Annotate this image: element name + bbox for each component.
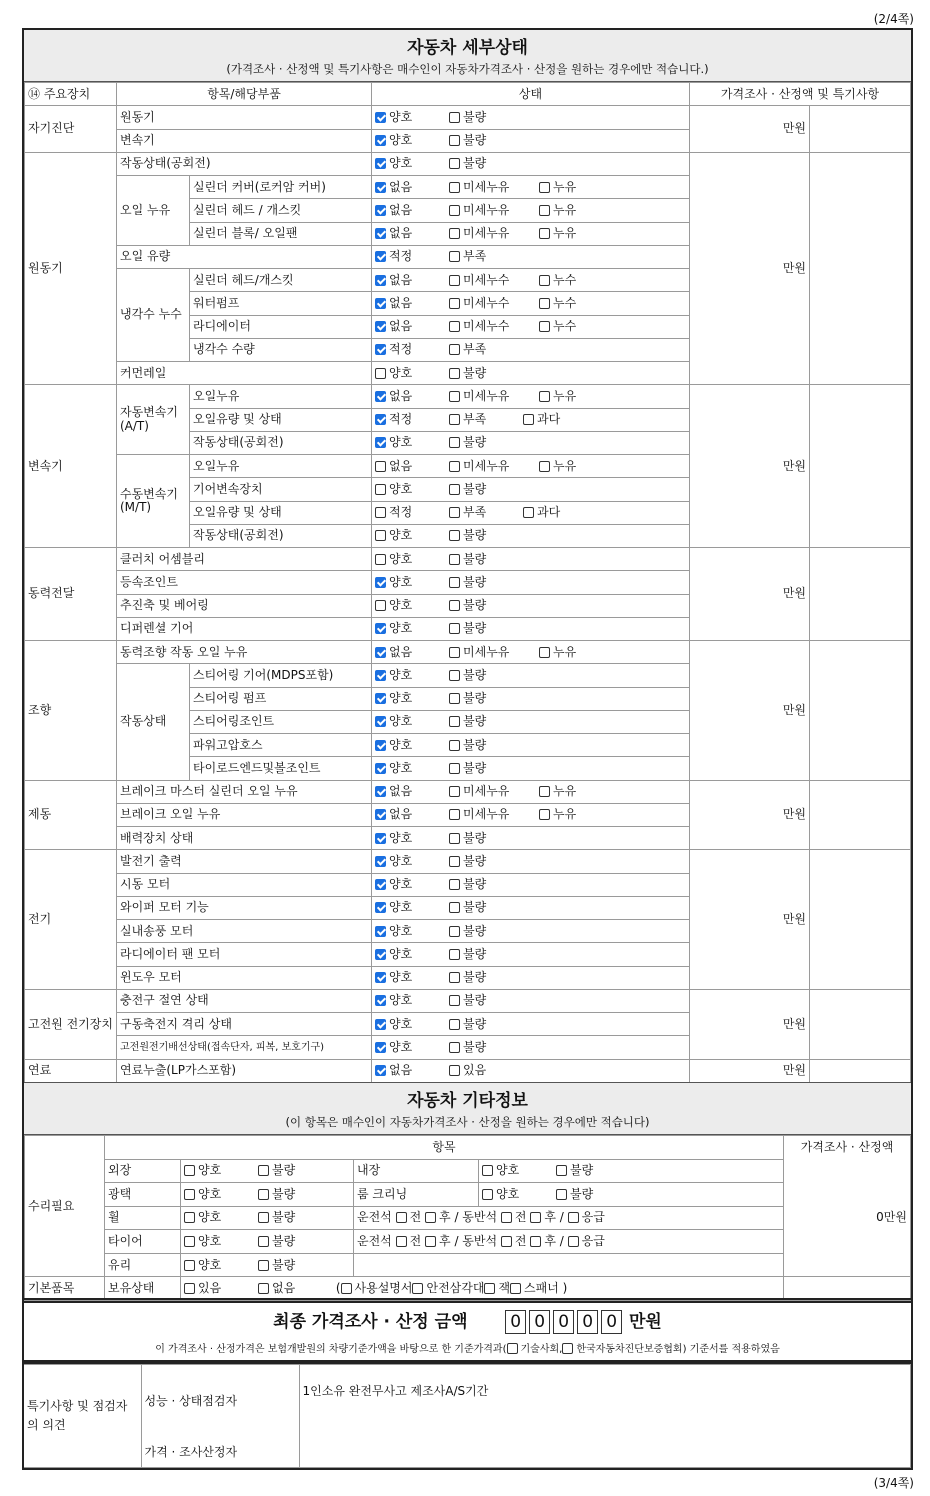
checkbox[interactable] — [449, 647, 460, 658]
item-label: 실린더 헤드 / 개스킷 — [190, 199, 372, 222]
checkbox[interactable] — [375, 368, 386, 379]
sub-operation: 작동상태 — [117, 664, 190, 780]
item-label: 오일 유량 — [117, 245, 372, 268]
checkbox-checked[interactable] — [375, 1019, 386, 1030]
basic-items-label: 기본품목 — [25, 1277, 105, 1301]
checkbox[interactable] — [184, 1212, 195, 1223]
checkbox-checked[interactable] — [375, 833, 386, 844]
item-label: 와이퍼 모터 기능 — [117, 896, 372, 919]
checkbox[interactable] — [258, 1283, 269, 1294]
checkbox[interactable] — [562, 1343, 573, 1354]
item-label: 클러치 어셈블리 — [117, 548, 372, 571]
sub-coolant-leak: 냉각수 누수 — [117, 269, 190, 362]
checkbox-checked[interactable] — [375, 1042, 386, 1053]
remark-cell[interactable] — [810, 850, 911, 990]
checkbox[interactable] — [482, 1165, 493, 1176]
remark-cell[interactable] — [810, 989, 911, 1059]
cat-self-diagnosis: 자기진단 — [25, 106, 117, 153]
checkbox[interactable] — [530, 1236, 541, 1247]
checkbox[interactable] — [449, 414, 460, 425]
inspector-note[interactable]: 1인소유 완전무사고 제조사A/S기간 — [299, 1365, 911, 1438]
checkbox[interactable] — [341, 1283, 352, 1294]
item-tire: 타이어 — [105, 1230, 181, 1254]
sub-manual: 수동변속기 (M/T) — [117, 455, 190, 548]
cat-engine: 원동기 — [25, 152, 117, 385]
item-label: 작동상태(공회전) — [117, 152, 372, 175]
price-unit: 만원 — [690, 106, 810, 153]
checkbox-checked[interactable] — [375, 949, 386, 960]
checkbox[interactable] — [449, 344, 460, 355]
item-label: 스티어링조인트 — [190, 710, 372, 733]
detail-col-header — [25, 83, 911, 106]
checkbox-checked[interactable] — [375, 275, 386, 286]
basic-items-options: 있음 없음 ( 사용설명서 안전삼각대 잭 스패너 ) — [181, 1277, 784, 1301]
cat-electric: 전기 — [25, 850, 117, 990]
checkbox[interactable] — [449, 1019, 460, 1030]
checkbox[interactable] — [375, 600, 386, 611]
checkbox[interactable] — [501, 1212, 512, 1223]
checkbox[interactable] — [539, 228, 550, 239]
checkbox-checked[interactable] — [375, 251, 386, 262]
checkbox[interactable] — [449, 554, 460, 565]
price-unit: 만원 — [690, 780, 810, 850]
cat-fuel: 연료 — [25, 1059, 117, 1083]
remark-cell[interactable] — [810, 106, 911, 153]
item-label: 실린더 커버(로커암 커버) — [190, 176, 372, 199]
checkbox[interactable] — [449, 530, 460, 541]
checkbox[interactable] — [375, 484, 386, 495]
checkbox[interactable] — [184, 1189, 195, 1200]
item-label: 브레이크 오일 누유 — [117, 803, 372, 826]
item-label: 작동상태(공회전) — [190, 524, 372, 547]
remark-cell[interactable] — [810, 385, 911, 548]
checkbox[interactable] — [449, 228, 460, 239]
other-title: 자동차 기타정보 — [407, 1091, 528, 1111]
checkbox-checked[interactable] — [375, 182, 386, 193]
checkbox[interactable] — [449, 716, 460, 727]
checkbox[interactable] — [449, 1042, 460, 1053]
cat-brake: 제동 — [25, 780, 117, 850]
item-label: 원동기 — [117, 106, 372, 129]
checkbox[interactable] — [556, 1165, 567, 1176]
checkbox[interactable] — [449, 1065, 460, 1076]
checkbox[interactable] — [449, 926, 460, 937]
item-label: 배력장치 상태 — [117, 827, 372, 850]
checkbox[interactable] — [539, 461, 550, 472]
checkbox[interactable] — [184, 1236, 195, 1247]
checkbox[interactable] — [449, 182, 460, 193]
price-digit[interactable]: 0 — [553, 1310, 574, 1334]
item-label: 충전구 절연 상태 — [117, 989, 372, 1012]
item-label: 실린더 헤드/개스킷 — [190, 269, 372, 292]
checkbox-checked[interactable] — [375, 786, 386, 797]
price-digit[interactable]: 0 — [505, 1310, 526, 1334]
checkbox[interactable] — [375, 507, 386, 518]
remark-cell[interactable] — [810, 641, 911, 781]
checkbox-checked[interactable] — [375, 344, 386, 355]
detail-title: 자동차 세부상태 — [407, 38, 528, 58]
checkbox[interactable] — [523, 507, 534, 518]
checkbox-checked[interactable] — [375, 809, 386, 820]
checkbox[interactable] — [539, 205, 550, 216]
checkbox-checked[interactable] — [375, 298, 386, 309]
checkbox[interactable] — [484, 1283, 495, 1294]
checkbox[interactable] — [556, 1189, 567, 1200]
other-col-price: 가격조사 · 산정액 — [784, 1136, 911, 1160]
final-price-label: 최종 가격조사 · 산정 금액 — [273, 1312, 468, 1332]
item-label: 스티어링 기어(MDPS포함) — [190, 664, 372, 687]
item-label: 오일유량 및 상태 — [190, 501, 372, 524]
keep-status-label: 보유상태 — [105, 1277, 181, 1301]
item-label: 오일유량 및 상태 — [190, 408, 372, 431]
item-label: 변속기 — [117, 129, 372, 152]
other-table: 수리필요 항목 가격조사 · 산정액 외장 양호 불량 내장 양호 불량 0만원 광택 양호 불량 룸 크리닝 양호 불량 휠 양호 불량 운전석 전 후 / 동반석 전 후 / 응급 타이어 양호 불량 운전석 전 후 / 동반석 전 후 / 응급 유리 양호 불량 기본품목 보유상태 있음 없음 ( 사용설명서 안전삼각대 잭 스패너 ) — [24, 1135, 911, 1301]
checkbox-checked[interactable] — [375, 112, 386, 123]
item-label: 오일누유 — [190, 455, 372, 478]
checkbox[interactable] — [449, 112, 460, 123]
detail-status-section — [22, 28, 913, 1085]
item-label: 커먼레일 — [117, 362, 372, 385]
price-unit: 만원 — [690, 548, 810, 641]
checkbox[interactable] — [539, 298, 550, 309]
checkbox[interactable] — [449, 158, 460, 169]
checkbox-checked[interactable] — [375, 972, 386, 983]
checkbox-checked[interactable] — [375, 391, 386, 402]
checkbox[interactable] — [539, 391, 550, 402]
checkbox-checked[interactable] — [375, 321, 386, 332]
item-label: 라디에이터 팬 모터 — [117, 943, 372, 966]
price-unit: 만원 — [690, 385, 810, 548]
final-price-note: 이 가격조사 · 산정가격은 보험개발원의 차량기준가액을 바탕으로 한 기준가격과( 기술사회, 한국자동차진단보증협회) 기준서를 적용하였음 — [155, 1344, 780, 1355]
detail-subtitle: (가격조사 · 산정액 및 특기사항은 매수인이 자동차가격조사 · 산정을 원하는 경우에만 적습니다.) — [226, 62, 709, 76]
checkbox[interactable] — [568, 1236, 579, 1247]
checkbox[interactable] — [449, 670, 460, 681]
checkbox[interactable] — [449, 740, 460, 751]
other-header — [24, 1082, 911, 1135]
checkbox[interactable] — [539, 275, 550, 286]
other-price: 0만원 — [784, 1159, 911, 1277]
col-item: 항목/해당부품 — [117, 83, 372, 106]
checkbox[interactable] — [449, 484, 460, 495]
item-label: 고전원전기배선상태(접속단자, 피복, 보호기구) — [117, 1036, 372, 1059]
price-unit: 만원 — [690, 641, 810, 781]
item-label: 실내송풍 모터 — [117, 920, 372, 943]
checkbox[interactable] — [258, 1212, 269, 1223]
price-unit: 만원 — [690, 152, 810, 385]
remarks-label: 특기사항 및 점검자의 의견 — [24, 1365, 141, 1468]
appraiser-note[interactable] — [299, 1438, 911, 1468]
checkbox[interactable] — [539, 809, 550, 820]
remarks-table — [24, 1364, 911, 1468]
price-unit: 만원 — [690, 1059, 810, 1083]
checkbox-checked[interactable] — [375, 228, 386, 239]
item-gloss: 광택 — [105, 1183, 181, 1207]
checkbox[interactable] — [449, 786, 460, 797]
item-label: 라디에이터 — [190, 315, 372, 338]
detail-header — [24, 30, 911, 82]
checkbox[interactable] — [449, 763, 460, 774]
state-cell: 양호 불량 — [372, 106, 690, 129]
checkbox[interactable] — [449, 600, 460, 611]
checkbox[interactable] — [539, 786, 550, 797]
checkbox[interactable] — [449, 368, 460, 379]
checkbox[interactable] — [396, 1212, 407, 1223]
checkbox[interactable] — [449, 623, 460, 634]
item-label: 타이로드엔드및볼조인트 — [190, 757, 372, 780]
checkbox[interactable] — [258, 1236, 269, 1247]
checkbox[interactable] — [375, 554, 386, 565]
price-digit[interactable]: 0 — [577, 1310, 598, 1334]
checkbox[interactable] — [482, 1189, 493, 1200]
repair-label: 수리필요 — [25, 1136, 105, 1277]
item-room-cleaning: 룸 크리닝 — [354, 1183, 479, 1207]
item-label: 추진축 및 베어링 — [117, 594, 372, 617]
checkbox-checked[interactable] — [375, 693, 386, 704]
item-label: 오일누유 — [190, 385, 372, 408]
item-label: 연료누출(LP가스포함) — [117, 1059, 372, 1083]
checkbox[interactable] — [449, 809, 460, 820]
final-price-section — [22, 1298, 913, 1362]
page-number-top: (2/4쪽) — [873, 12, 914, 26]
checkbox-checked[interactable] — [375, 414, 386, 425]
checkbox[interactable] — [258, 1165, 269, 1176]
checkbox[interactable] — [425, 1212, 436, 1223]
item-glass: 유리 — [105, 1253, 181, 1277]
checkbox[interactable] — [449, 833, 460, 844]
other-col-item: 항목 — [105, 1136, 784, 1160]
checkbox[interactable] — [375, 461, 386, 472]
checkbox[interactable] — [425, 1236, 436, 1247]
other-info-section — [22, 1082, 913, 1303]
item-label: 구동축전지 격리 상태 — [117, 1013, 372, 1036]
price-digit[interactable]: 0 — [529, 1310, 550, 1334]
checkbox[interactable] — [523, 414, 534, 425]
checkbox[interactable] — [449, 972, 460, 983]
item-exterior: 외장 — [105, 1159, 181, 1183]
checkbox-checked[interactable] — [375, 623, 386, 634]
sub-oil-leak: 오일 누유 — [117, 176, 190, 246]
checkbox-checked[interactable] — [375, 716, 386, 727]
checkbox[interactable] — [449, 995, 460, 1006]
checkbox-checked[interactable] — [375, 740, 386, 751]
checkbox-checked[interactable] — [375, 577, 386, 588]
checkbox-checked[interactable] — [375, 158, 386, 169]
item-label: 동력조향 작동 오일 누유 — [117, 641, 372, 664]
item-wheel: 휠 — [105, 1206, 181, 1230]
item-label: 기어변속장치 — [190, 478, 372, 501]
checkbox[interactable] — [539, 321, 550, 332]
checkbox[interactable] — [184, 1283, 195, 1294]
checkbox-checked[interactable] — [375, 763, 386, 774]
checkbox[interactable] — [539, 182, 550, 193]
checkbox[interactable] — [449, 577, 460, 588]
price-digit[interactable]: 0 — [601, 1310, 622, 1334]
detail-table: ⑭ 주요장치 항목/해당부품 상태 가격조사 · 산정액 및 특기사항 자기진단 원동기 양호 불량 만원 변속기 양호 불량 원동기 작동상태(공회전) 양호 불량 만원 오일 누유 실린더 커버(로커암 커버) 없음 미세누유 누유 실린더 헤드 / 개스킷 없음 미세누유 누유 실린더 블록/ 오일팬 없음 미세누유 누유 오일 유량 적정 부족 냉각수 누수 실린더 헤드/개스킷 없음 미세누수 누수 워터펌프 없음 미세누수 누수 라디에이터 없음 미세누수 누수 냉각수 수량 적정 부족 커먼레일 양호 불량 변속기 자동변속기 (A/T) 오일누유 없음 미세누유 누유 만원 오일유량 및 상태 적정 부족 과다 작동상태(공회전) 양호 불량 수동변속기 (M/T) 오일누유 없음 미세누유 누유 기어변속장치 양호 불량 오일유량 및 상태 적정 부족 과다 작동상태(공회전) 양호 불량 동력전달 클러치 어셈블리 양호 불량 만원 등속조인트 양호 불량 추진축 및 베어링 양호 불량 디퍼렌셜 기어 양호 불량 조향 동력조향 작동 오일 누유 없음 미세누유 누유 만원 작동상태 스티어링 기어(MDPS포함) 양호 불량 스티어링 펌프 양호 불량 스티어링조인트 양호 불량 파워고압호스 양호 불량 타이로드엔드및볼조인트 양호 불량 제동 브레이크 마스터 실린더 오일 누유 없음 미세누유 누유 만원 브레이크 오일 누유 없음 미세누유 누유 배력장치 상태 양호 불량 전기 발전기 출력 양호 불량 만원 시동 모터 양호 불량 와이퍼 모터 기능 양호 불량 실내송풍 모터 양호 불량 라디에이터 팬 모터 양호 불량 윈도우 모터 양호 불량 고전원 전기장치 충전구 절연 상태 양호 불량 만원 구동축전지 격리 상태 양호 불량 고전원전기배선상태(접속단자, 피복, 보호기구) 양호 불량 연료 연료누출(LP가스포함) 없음 있음 만원 — [24, 82, 911, 1083]
checkbox[interactable] — [449, 135, 460, 146]
item-label: 파워고압호스 — [190, 734, 372, 757]
checkbox[interactable] — [449, 856, 460, 867]
checkbox-checked[interactable] — [375, 879, 386, 890]
item-interior: 내장 — [354, 1159, 479, 1183]
checkbox[interactable] — [568, 1212, 579, 1223]
checkbox[interactable] — [184, 1260, 195, 1271]
item-label: 브레이크 마스터 실린더 오일 누유 — [117, 780, 372, 803]
checkbox-checked[interactable] — [375, 437, 386, 448]
remark-cell[interactable] — [810, 152, 911, 385]
checkbox[interactable] — [507, 1343, 518, 1354]
checkbox-checked[interactable] — [375, 647, 386, 658]
price-unit: 만원 — [690, 850, 810, 990]
sub-automatic: 자동변속기 (A/T) — [117, 385, 190, 455]
checkbox-checked[interactable] — [375, 926, 386, 937]
item-label: 발전기 출력 — [117, 850, 372, 873]
checkbox-checked[interactable] — [375, 856, 386, 867]
checkbox[interactable] — [449, 205, 460, 216]
col-main-device: ⑭ 주요장치 — [25, 83, 117, 106]
item-label: 실린더 블록/ 오일팬 — [190, 222, 372, 245]
checkbox[interactable] — [449, 902, 460, 913]
checkbox[interactable] — [184, 1165, 195, 1176]
price-unit: 만원 — [690, 989, 810, 1059]
checkbox[interactable] — [375, 530, 386, 541]
checkbox[interactable] — [449, 693, 460, 704]
item-label: 디퍼렌셜 기어 — [117, 617, 372, 640]
checkbox[interactable] — [449, 321, 460, 332]
item-label: 시동 모터 — [117, 873, 372, 896]
item-label: 스티어링 펌프 — [190, 687, 372, 710]
remark-cell[interactable] — [810, 1059, 911, 1083]
col-state: 상태 — [372, 83, 690, 106]
final-price-row — [24, 1300, 911, 1334]
checkbox[interactable] — [449, 461, 460, 472]
page-number-bottom: (3/4쪽) — [873, 1476, 914, 1490]
checkbox[interactable] — [530, 1212, 541, 1223]
checkbox-checked[interactable] — [375, 205, 386, 216]
item-label: 등속조인트 — [117, 571, 372, 594]
checkbox[interactable] — [449, 391, 460, 402]
checkbox-checked[interactable] — [375, 1065, 386, 1076]
checkbox[interactable] — [396, 1236, 407, 1247]
final-price-unit: 만원 — [628, 1312, 662, 1332]
cat-power-transfer: 동력전달 — [25, 548, 117, 641]
checkbox[interactable] — [449, 507, 460, 518]
checkbox[interactable] — [412, 1283, 423, 1294]
checkbox-checked[interactable] — [375, 902, 386, 913]
checkbox[interactable] — [501, 1236, 512, 1247]
checkbox-checked[interactable] — [375, 135, 386, 146]
remark-cell[interactable] — [810, 548, 911, 641]
remarks-section — [22, 1362, 913, 1470]
checkbox[interactable] — [510, 1283, 521, 1294]
checkbox[interactable] — [449, 251, 460, 262]
col-price: 가격조사 · 산정액 및 특기사항 — [690, 83, 911, 106]
item-label: 윈도우 모터 — [117, 966, 372, 989]
inspector-label: 성능 · 상태점검자 — [141, 1365, 299, 1438]
checkbox[interactable] — [449, 879, 460, 890]
item-label: 냉각수 수량 — [190, 338, 372, 361]
wheel-seat-options: 운전석 전 후 / 동반석 전 후 / 응급 — [354, 1206, 784, 1230]
appraiser-label: 가격 · 조사산정자 — [141, 1438, 299, 1468]
checkbox[interactable] — [449, 949, 460, 960]
checkbox[interactable] — [258, 1260, 269, 1271]
checkbox[interactable] — [449, 275, 460, 286]
remark-cell[interactable] — [810, 780, 911, 850]
checkbox-checked[interactable] — [375, 995, 386, 1006]
checkbox-checked[interactable] — [375, 670, 386, 681]
item-label: 작동상태(공회전) — [190, 431, 372, 454]
checkbox[interactable] — [449, 298, 460, 309]
checkbox[interactable] — [449, 437, 460, 448]
cat-steering: 조향 — [25, 641, 117, 781]
checkbox[interactable] — [258, 1189, 269, 1200]
cat-transmission: 변속기 — [25, 385, 117, 548]
tire-seat-options: 운전석 전 후 / 동반석 전 후 / 응급 — [354, 1230, 784, 1254]
item-label: 워터펌프 — [190, 292, 372, 315]
cat-high-voltage: 고전원 전기장치 — [25, 989, 117, 1059]
other-subtitle: (이 항목은 매수인이 자동차가격조사 · 산정을 원하는 경우에만 적습니다) — [285, 1115, 650, 1129]
checkbox[interactable] — [539, 647, 550, 658]
